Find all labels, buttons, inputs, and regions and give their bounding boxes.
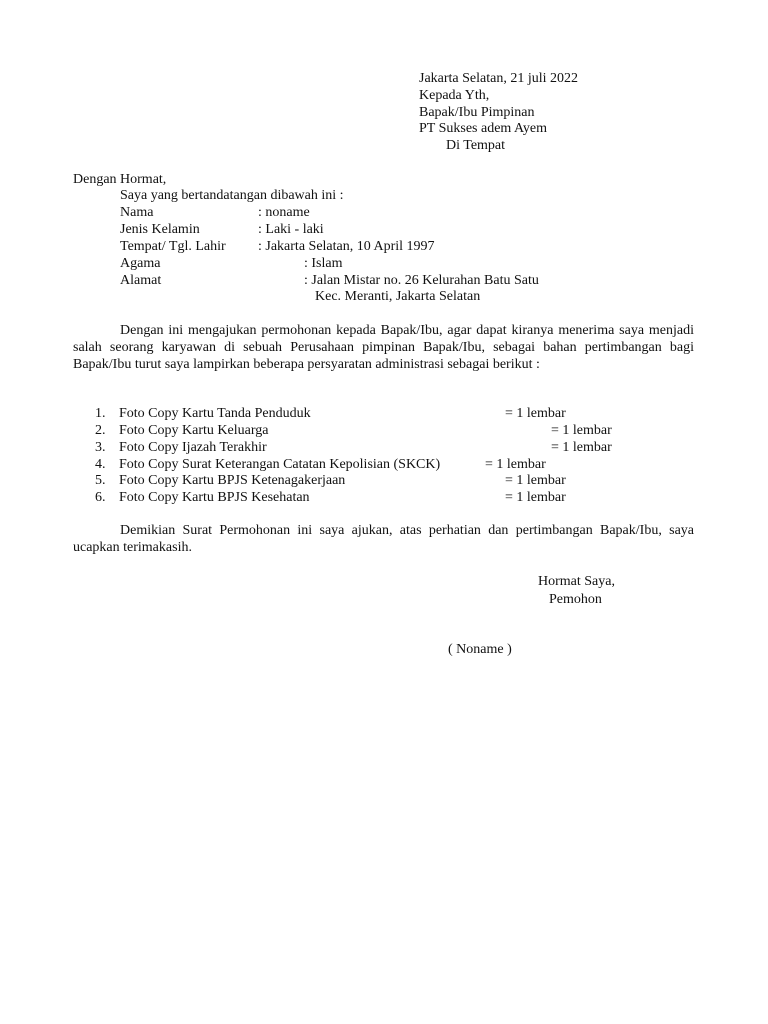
item-qty: = 1 lembar [485, 457, 546, 472]
place-date: Jakarta Selatan, 21 juli 2022 [419, 71, 579, 86]
item-text: Foto Copy Surat Keterangan Catatan Kepolisian (SKCK) [119, 457, 441, 472]
address-value: : Jalan Mistar no. 26 Kelurahan Batu Satu [304, 273, 539, 288]
religion-label: Agama [120, 256, 161, 271]
birth-label: Tempat/ Tgl. Lahir [120, 239, 226, 254]
item-number: 3. [95, 440, 106, 455]
name-value: : noname [258, 205, 310, 220]
item-text: Foto Copy Ijazah Terakhir [119, 440, 267, 455]
item-qty: = 1 lembar [551, 440, 612, 455]
item-qty: = 1 lembar [505, 490, 566, 505]
closing-paragraph: Demikian Surat Permohonan ini saya ajukan, atas perhatian dan pertimbangan Bapak/Ibu, saya ucapkan terimakasih. [73, 523, 694, 555]
recipient-line-3: PT Sukses adem Ayem [419, 121, 547, 136]
address-value-line2: Kec. Meranti, Jakarta Selatan [315, 289, 481, 304]
body-paragraph: Dengan ini mengajukan permohonan kepada Bapak/Ibu, agar dapat kiranya menerima saya menjadi salah seorang karyawan di sebuah Perusahaan pimpinan Bapak/Ibu, sebagai bahan pertimbangan bagi Bapak/Ibu turut saya lampirkan beberapa persyaratan administrasi sebagai berikut : [73, 323, 694, 372]
item-qty: = 1 lembar [505, 473, 566, 488]
item-number: 2. [95, 423, 106, 438]
greeting: Dengan Hormat, [73, 172, 167, 187]
item-qty: = 1 lembar [505, 406, 566, 421]
item-number: 1. [95, 406, 106, 421]
item-number: 6. [95, 490, 106, 505]
item-text: Foto Copy Kartu Tanda Penduduk [119, 406, 311, 421]
recipient-line-1: Kepada Yth, [419, 88, 490, 103]
item-text: Foto Copy Kartu Keluarga [119, 423, 269, 438]
religion-value: : Islam [304, 256, 343, 271]
item-number: 5. [95, 473, 106, 488]
intro-line: Saya yang bertandatangan dibawah ini : [120, 188, 344, 203]
item-qty: = 1 lembar [551, 423, 612, 438]
recipient-line-2: Bapak/Ibu Pimpinan [419, 105, 535, 120]
item-text: Foto Copy Kartu BPJS Kesehatan [119, 490, 310, 505]
item-text: Foto Copy Kartu BPJS Ketenagakerjaan [119, 473, 346, 488]
recipient-line-4: Di Tempat [446, 138, 506, 153]
signature-role: Pemohon [549, 592, 602, 607]
name-label: Nama [120, 205, 154, 220]
signature-name: ( Noname ) [448, 642, 512, 657]
item-number: 4. [95, 457, 106, 472]
birth-value: : Jakarta Selatan, 10 April 1997 [258, 239, 435, 254]
address-label: Alamat [120, 273, 162, 288]
signature-closing: Hormat Saya, [538, 574, 615, 589]
gender-value: : Laki - laki [258, 222, 324, 237]
gender-label: Jenis Kelamin [120, 222, 200, 237]
